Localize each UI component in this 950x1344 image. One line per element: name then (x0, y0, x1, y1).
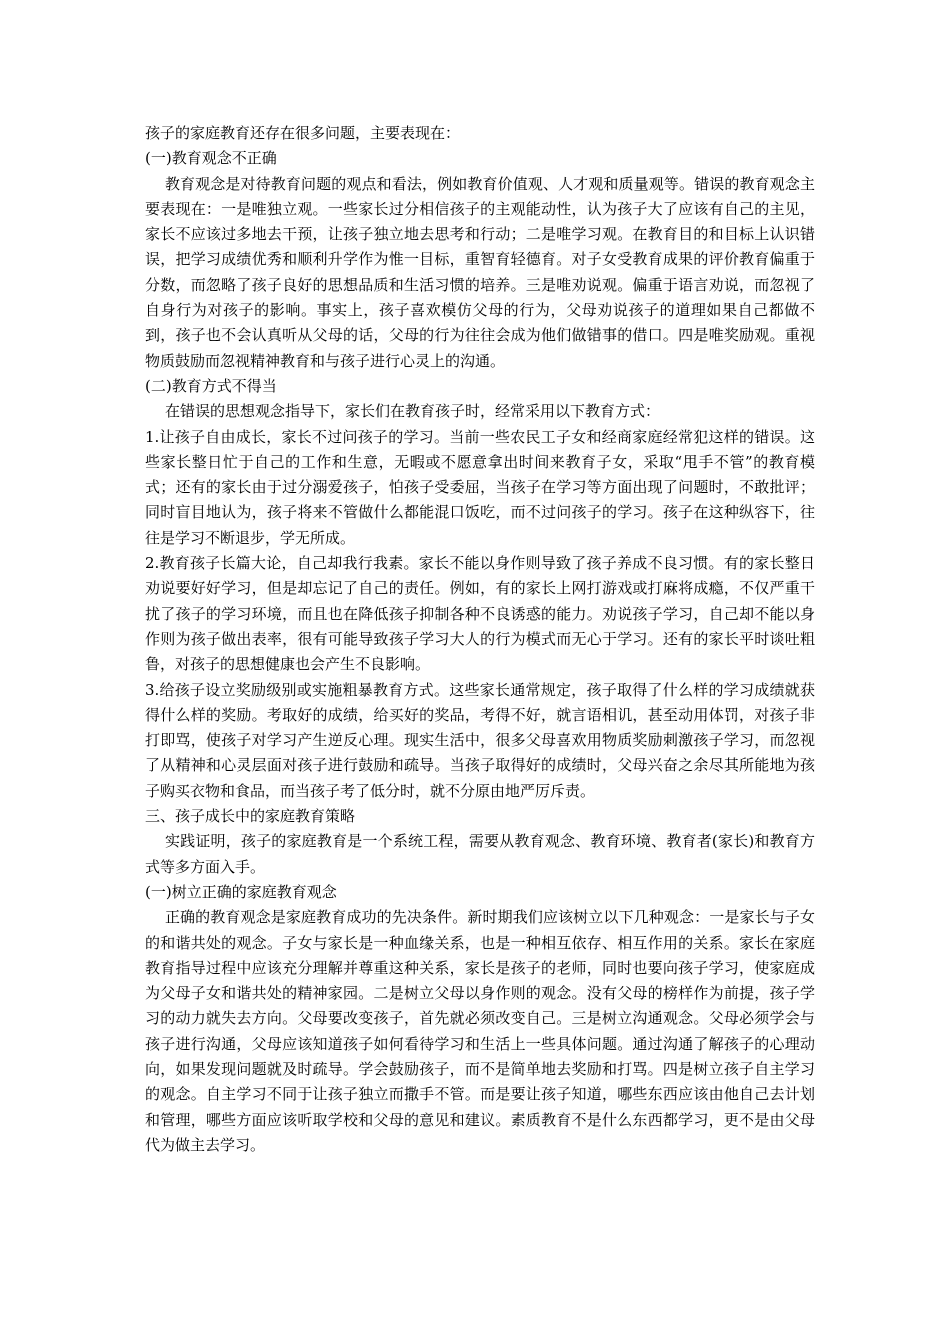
document-body (145, 121, 815, 1158)
heading-concept: (一)教育观念不正确 (145, 149, 277, 168)
paragraph-concept: 教育观念是对待教育问题的观点和看法，例如教育价值观、人才观和质量观等。错误的教育观念主要表现在：一是唯独立观。一些家长过分相信孩子的主观能动性，认为孩子大了应该有自己的主见，家长不应该过多地去干预，让孩子独立地去思考和行动；二是唯学习观。在教育目的和目标上认识错误，把学习成绩优秀和顺利升学作为惟一目标，重智育轻德育。对子女受教育成果的评价教育偏重于分数，而忽略了孩子良好的思想品质和生活习惯的培养。三是唯劝说观。偏重于语言劝说，而忽视了自身行为对孩子的影响。事实上，孩子喜欢模仿父母的行为，父母劝说孩子的道理如果自己都做不到，孩子也不会认真听从父母的话，父母的行为往往会成为他们做错事的借口。四是唯奖励观。重视物质鼓励而忽视精神教育和与孩子进行心灵上的沟通。 (145, 174, 815, 370)
paragraph-method-intro: 在错误的思想观念指导下，家长们在教育孩子时，经常采用以下教育方式： (164, 402, 660, 421)
paragraph-correct-concept: 正确的教育观念是家庭教育成功的先决条件。新时期我们应该树立以下几种观念：一是家长与子女的和谐共处的观念。子女与家长是一种血缘关系，也是一种相互依存、相互作用的关系。家长在家庭教育指导过程中应该充分理解并尊重这种关系，家长是孩子的老师，同时也要向孩子学习，使家庭成为父母子女和谐共处的精神家园。二是树立父母以身作则的观念。没有父母的榜样作为前提，孩子学习的动力就失去方向。父母要改变孩子，首先就必须改变自己。三是树立沟通观念。父母必须学会与孩子进行沟通，父母应该知道孩子如何看待学习和生活上一些具体问题。通过沟通了解孩子的心理动向，如果发现问题就及时疏导。学会鼓励孩子，而不是简单地去奖励和打骂。四是树立孩子自主学习的观念。自主学习不同于让孩子独立而撒手不管。而是要让孩子知道，哪些东西应该由他自己去计划和管理，哪些方面应该听取学校和父母的意见和建议。素质教育不是什么东西都学习，更不是由父母代为做主去学习。 (145, 908, 815, 1154)
paragraph-method-2: 2.教育孩子长篇大论，自己却我行我素。家长不能以身作则导致了孩子养成不良习惯。有的家长整日劝说要好好学习，但是却忘记了自己的责任。例如，有的家长上网打游戏或打麻将成瘾，不仅严重干扰了孩子的学习环境，而且也在降低孩子抑制各种不良诱惑的能力。劝说孩子学习，自己却不能以身作则为孩子做出表率，很有可能导致孩子学习大人的行为模式而无心于学习。还有的家长平时谈吐粗鲁，对孩子的思想健康也会产生不良影响。 (145, 554, 815, 674)
paragraph-intro: 孩子的家庭教育还存在很多问题，主要表现在： (145, 124, 461, 142)
paragraph-method-1: 1.让孩子自由成长，家长不过问孩子的学习。当前一些农民工子女和经商家庭经常犯这样的错误。这些家长整日忙于自己的工作和生意，无暇或不愿意拿出时间来教育子女，采取“甩手不管”的教育模式；还有的家长由于过分溺爱孩子，怕孩子受委屈，当孩子在学习等方面出现了问题时，不敢批评；同时盲目地认为，孩子将来不管做什么都能混口饭吃，而不过问孩子的学习。孩子在这种纵容下，往往是学习不断退步，学无所成。 (145, 427, 815, 547)
paragraph-strategy-intro: 实践证明，孩子的家庭教育是一个系统工程，需要从教育观念、教育环境、教育者(家长)和教育方式等多方面入手。 (145, 832, 815, 876)
paragraph-method-3: 3.给孩子设立奖励级别或实施粗暴教育方式。这些家长通常规定，孩子取得了什么样的学习成绩就获得什么样的奖励。考取好的成绩，给买好的奖品，考得不好，就言语相讥，甚至动用体罚，对孩子非打即骂，使孩子对学习产生逆反心理。现实生活中，很多父母喜欢用物质奖励刺激孩子学习，而忽视了从精神和心灵层面对孩子进行鼓励和疏导。当孩子取得好的成绩时，父母兴奋之余尽其所能地为孩子购买衣物和食品，而当孩子考了低分时，就不分原由地严厉斥责。 (145, 680, 815, 800)
heading-correct-concept: (一)树立正确的家庭教育观念 (145, 882, 337, 901)
heading-strategy: 三、孩子成长中的家庭教育策略 (145, 807, 356, 826)
heading-method: (二)教育方式不得当 (145, 376, 277, 395)
